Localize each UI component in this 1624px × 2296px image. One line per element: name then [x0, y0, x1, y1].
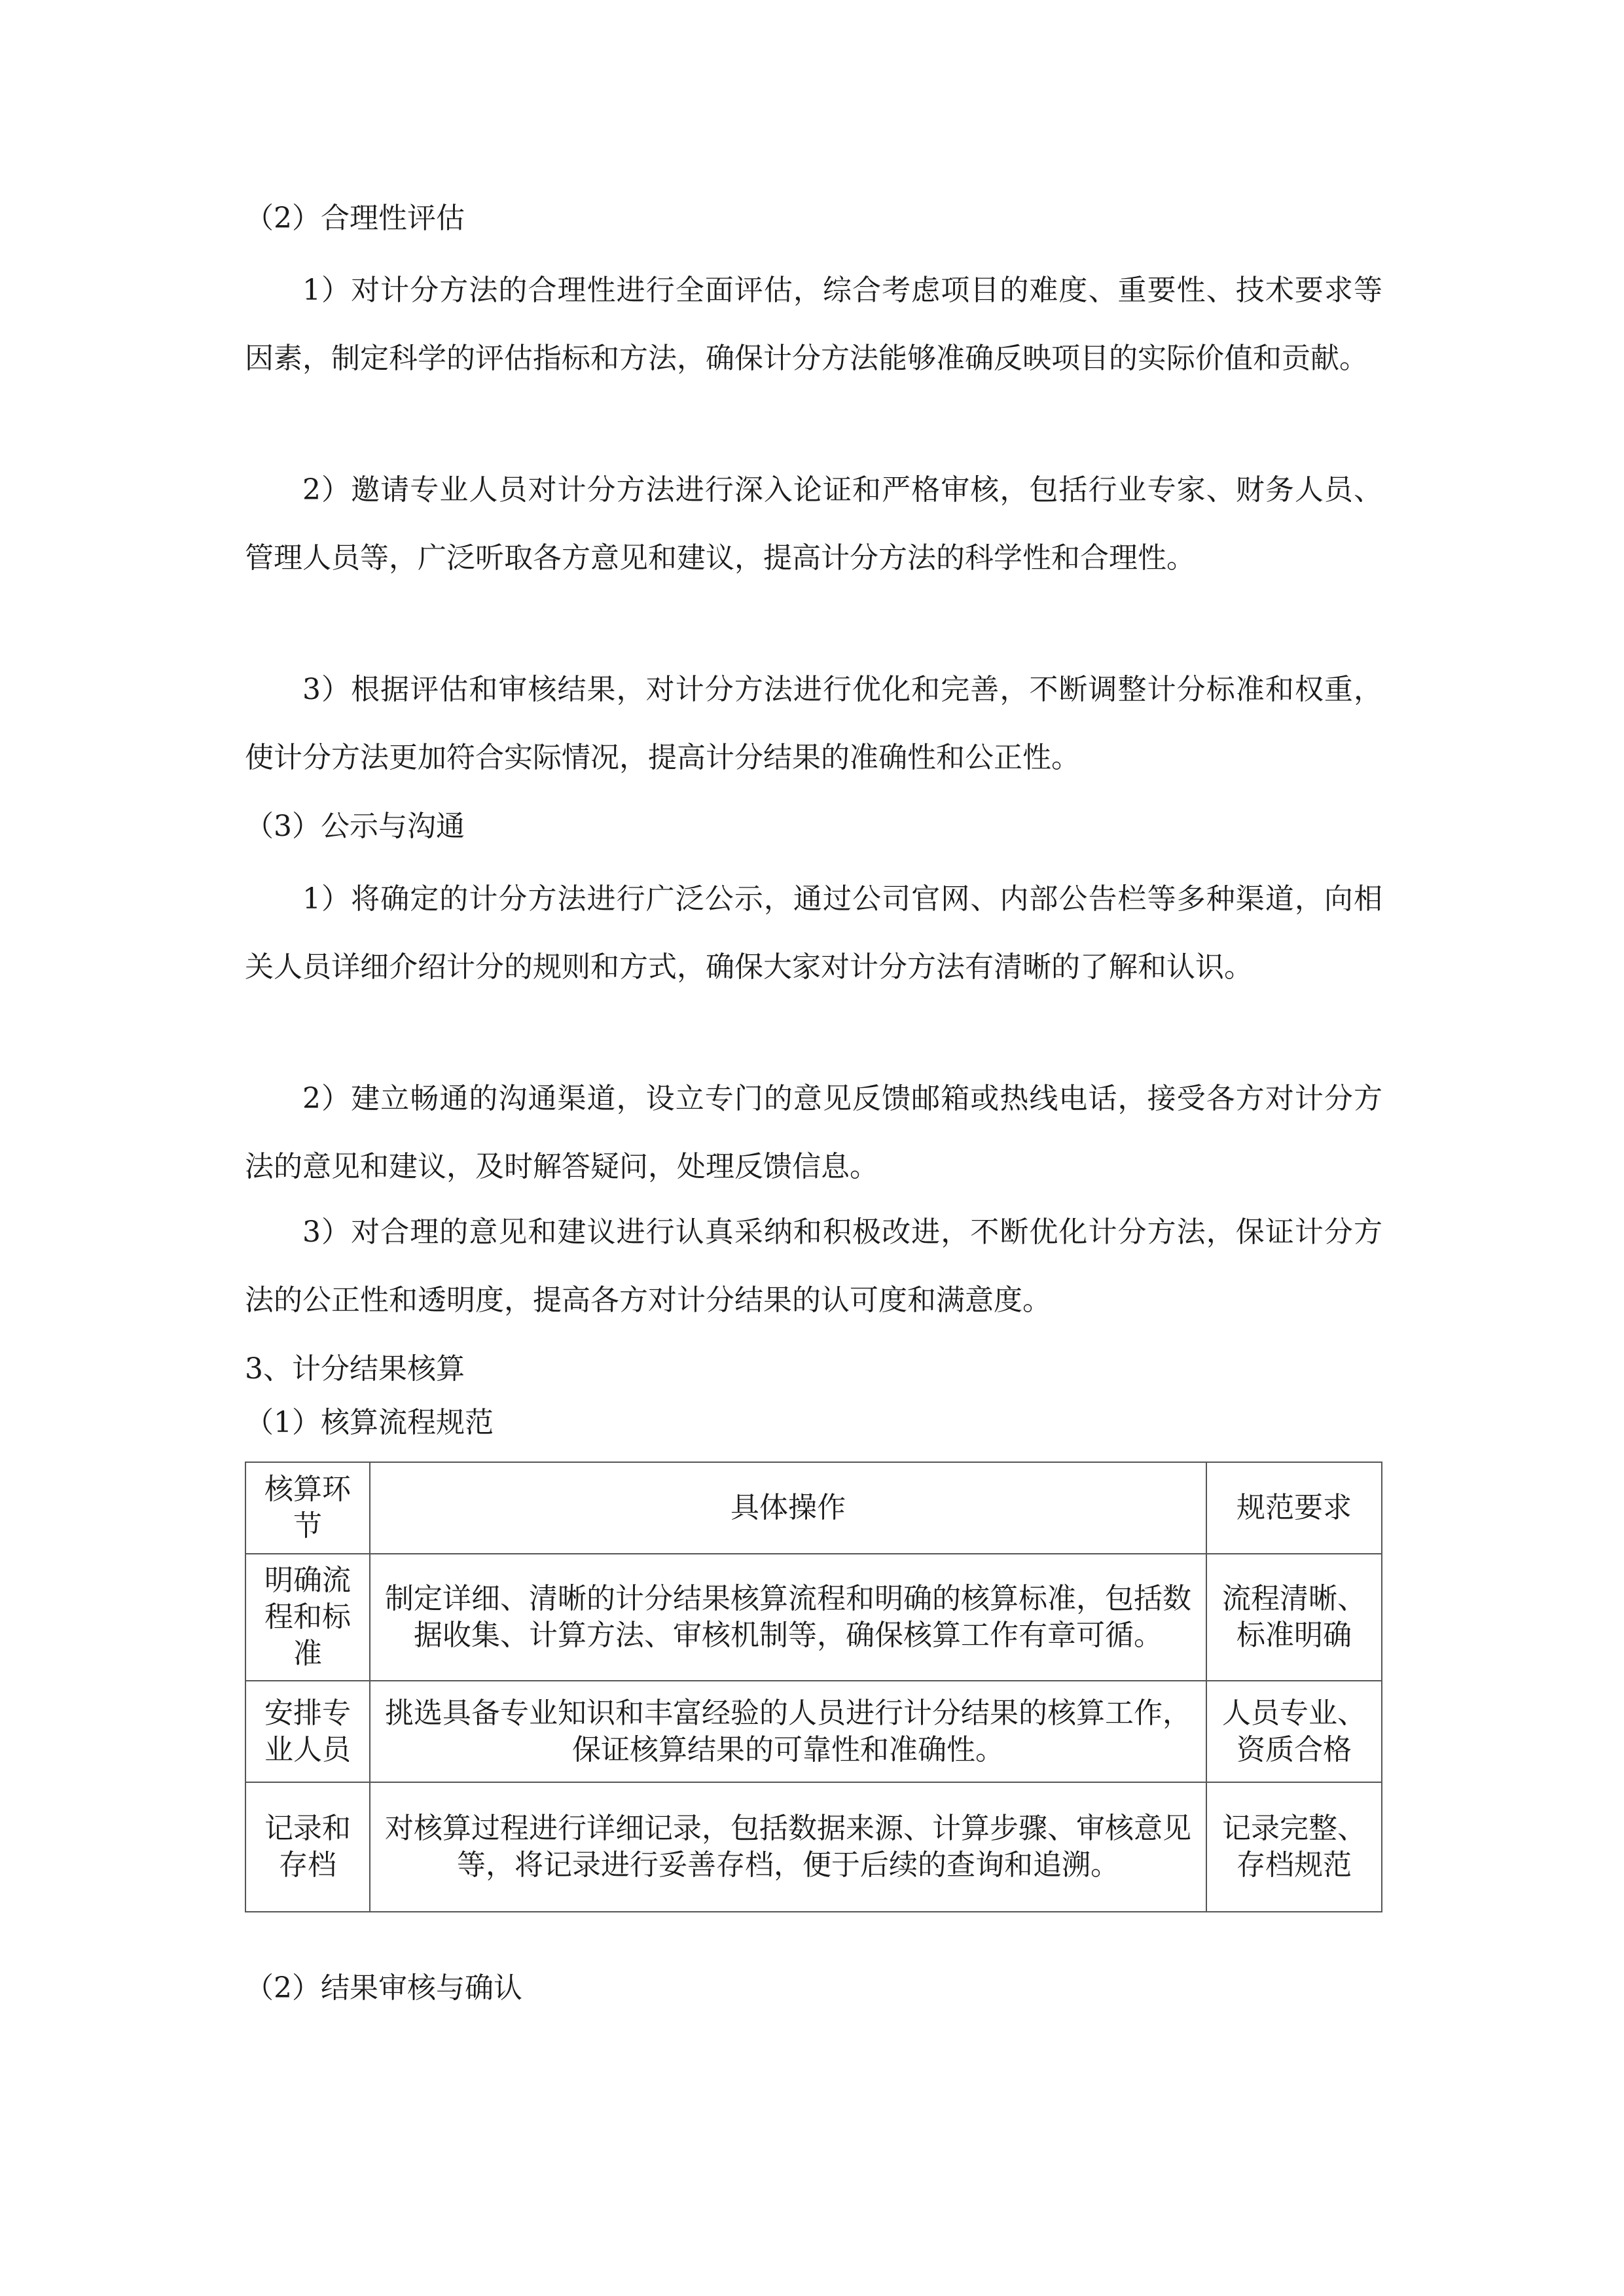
section-heading-rationality: （2）合理性评估 [245, 202, 465, 235]
header-stage: 核算环节 [245, 1462, 370, 1554]
cell-requirement: 记录完整、存档规范 [1206, 1782, 1382, 1912]
table-row [245, 1554, 1382, 1681]
header-operation: 具体操作 [370, 1462, 1206, 1554]
section-heading-publicity: （3）公示与沟通 [245, 810, 465, 843]
main-heading-calculation: 3、计分结果核算 [245, 1352, 465, 1386]
table-header-row [245, 1462, 1382, 1554]
cell-stage: 明确流程和标准 [245, 1554, 370, 1681]
paragraph-publicity-1: 1）将确定的计分方法进行广泛公示，通过公司官网、内部公告栏等多种渠道，向相关人员详细介绍计分的规则和方式，确保大家对计分方法有清晰的了解和认识。 [245, 882, 1382, 984]
sub-heading-process: （1）核算流程规范 [245, 1406, 494, 1439]
calculation-process-table [245, 1462, 1382, 1912]
cell-requirement: 流程清晰、标准明确 [1206, 1554, 1382, 1681]
cell-requirement: 人员专业、资质合格 [1206, 1681, 1382, 1782]
paragraph-publicity-3: 3）对合理的意见和建议进行认真采纳和积极改进，不断优化计分方法，保证计分方法的公正性和透明度，提高各方对计分结果的认可度和满意度。 [245, 1215, 1382, 1317]
paragraph-rationality-2: 2）邀请专业人员对计分方法进行深入论证和严格审核，包括行业专家、财务人员、管理人员等，广泛听取各方意见和建议，提高计分方法的科学性和合理性。 [245, 473, 1382, 575]
cell-operation: 对核算过程进行详细记录，包括数据来源、计算步骤、审核意见等，将记录进行妥善存档，便于后续的查询和追溯。 [370, 1782, 1206, 1912]
cell-operation: 挑选具备专业知识和丰富经验的人员进行计分结果的核算工作，保证核算结果的可靠性和准确性。 [370, 1681, 1206, 1782]
paragraph-rationality-3: 3）根据评估和审核结果，对计分方法进行优化和完善，不断调整计分标准和权重，使计分方法更加符合实际情况，提高计分结果的准确性和公正性。 [245, 673, 1382, 774]
table-row [245, 1782, 1382, 1912]
sub-heading-review: （2）结果审核与确认 [245, 1971, 522, 2005]
cell-stage: 记录和存档 [245, 1782, 370, 1912]
header-requirement: 规范要求 [1206, 1462, 1382, 1554]
table-row [245, 1681, 1382, 1782]
paragraph-rationality-1: 1）对计分方法的合理性进行全面评估，综合考虑项目的难度、重要性、技术要求等因素，制定科学的评估指标和方法，确保计分方法能够准确反映项目的实际价值和贡献。 [245, 274, 1382, 375]
cell-stage: 安排专业人员 [245, 1681, 370, 1782]
cell-operation: 制定详细、清晰的计分结果核算流程和明确的核算标准，包括数据收集、计算方法、审核机制等，确保核算工作有章可循。 [370, 1554, 1206, 1681]
paragraph-publicity-2: 2）建立畅通的沟通渠道，设立专门的意见反馈邮箱或热线电话，接受各方对计分方法的意见和建议，及时解答疑问，处理反馈信息。 [245, 1082, 1382, 1183]
